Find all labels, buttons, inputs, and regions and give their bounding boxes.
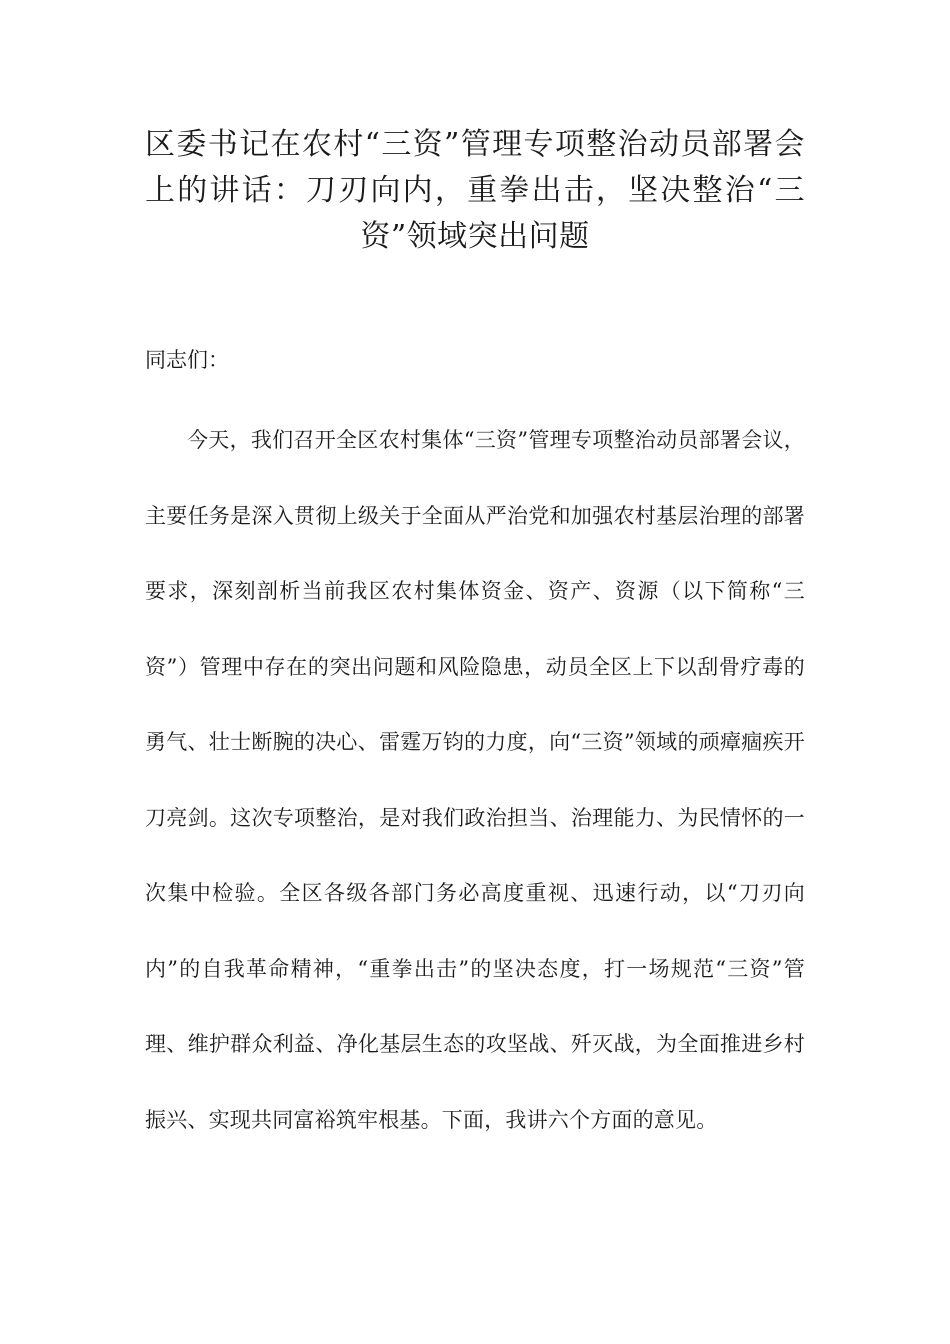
salutation: 同志们： [145,348,229,372]
document-title: 区委书记在农村“三资”管理专项整治动员部署会上的讲话：刀刃向内，重拳出击，坚决整治“三资”领域突出问题 [145,127,805,254]
body-paragraph: 今天，我们召开全区农村集体“三资”管理专项整治动员部署会议，主要任务是深入贯彻上级关于全面从严治党和加强农村基层治理的部署要求，深刻剖析当前我区农村集体资金、资产、资源（以下简称“三资”）管理中存在的突出问题和风险隐患，动员全区上下以刮骨疗毒的勇气、壮士断腕的决心、雷霆万钧的力度，向“三资”领域的顽瘴痼疾开刀亮剑。这次专项整治，是对我们政治担当、治理能力、为民情怀的一次集中检验。全区各级各部门务必高度重视、迅速行动，以“刀刃向内”的自我革命精神，“重拳出击”的坚决态度，打一场规范“三资”管理、维护群众利益、净化基层生态的攻坚战、歼灭战，为全面推进乡村振兴、实现共同富裕筑牢根基。下面，我讲六个方面的意见。 [145,428,805,1132]
